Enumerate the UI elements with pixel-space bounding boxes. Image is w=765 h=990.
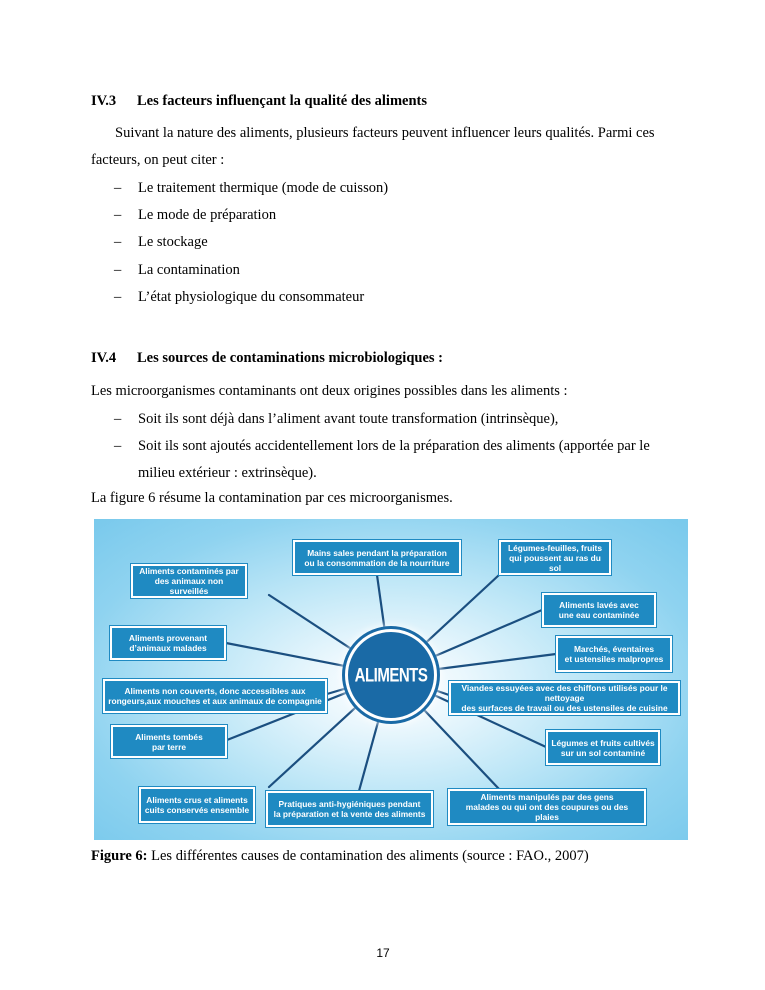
caption-label: Figure 6: [91,848,148,864]
center-label: ALIMENTS [354,663,428,687]
section-title: Les sources de contaminations microbiologiques : [137,350,443,366]
paragraph-line: Suivant la nature des aliments, plusieurs facteurs peuvent influencer leurs qualités. Parmi ces [115,125,655,141]
paragraph-line: facteurs, on peut citer : [91,152,225,168]
paragraph-line: La figure 6 résume la contamination par ces microorganismes. [91,490,453,506]
list-item-continuation: milieu extérieur : extrinsèque). [138,465,317,481]
cause-box-unsupervised-animals: Aliments contaminés par des animaux non surveillés [131,564,247,598]
section-heading-iv3 [91,93,427,110]
list-item: – Le traitement thermique (mode de cuisson) [114,180,389,196]
cause-box-sick-handlers: Aliments manipulés par des gens malades ou qui ont des coupures ou des plaies [448,789,646,825]
list-item: – Soit ils sont ajoutés accidentellement lors de la préparation des aliments (apportée par le [114,438,650,454]
page-number: 17 [376,946,390,960]
cause-box-contaminated-soil: Légumes et fruits cultivés sur un sol contaminé [546,730,660,765]
cause-box-hands: Mains sales pendant la préparation ou la consommation de la nourriture [293,540,461,575]
cause-box-dirty-markets: Marchés, éventaires et ustensiles malpropres [556,636,672,672]
cause-box-uncovered-food: Aliments non couverts, donc accessibles aux rongeurs,aux mouches et aux animaux de compagnie [103,679,327,713]
cause-box-contaminated-water: Aliments lavés avec une eau contaminée [542,593,656,627]
section-number: IV.3 [91,93,117,109]
section-number: IV.4 [91,350,117,366]
section-heading-iv4 [91,350,443,367]
figure-caption [91,848,589,865]
list-item: – Le stockage [114,234,208,250]
cause-box-meat-cloths: Viandes essuyées avec des chiffons utilisés pour le nettoyage des surfaces de travail ou des ustensiles de cuisine [449,681,680,715]
caption-text: Les différentes causes de contamination des aliments (source : FAO., 2007) [147,848,589,864]
list-item: – Soit ils sont déjà dans l’aliment avant toute transformation (intrinsèque), [114,411,559,427]
cause-box-unhygienic-practices: Pratiques anti-hygiéniques pendant la préparation et la vente des aliments [266,791,433,827]
cause-box-leafy-vegetables: Légumes-feuilles, fruits qui poussent au ras du sol [499,540,611,575]
section-title: Les facteurs influençant la qualité des aliments [137,93,427,109]
center-node [345,629,437,721]
cause-box-raw-cooked-together: Aliments crus et aliments cuits conservés ensemble [139,787,255,823]
cause-box-dropped-food: Aliments tombés par terre [111,725,227,758]
list-item: – Le mode de préparation [114,207,277,223]
contamination-diagram [94,519,688,840]
cause-box-sick-animals: Aliments provenant d’animaux malades [110,626,226,660]
list-item: – L’état physiologique du consommateur [114,289,365,305]
list-item: – La contamination [114,262,240,278]
paragraph-line: Les microorganismes contaminants ont deux origines possibles dans les aliments : [91,383,568,399]
